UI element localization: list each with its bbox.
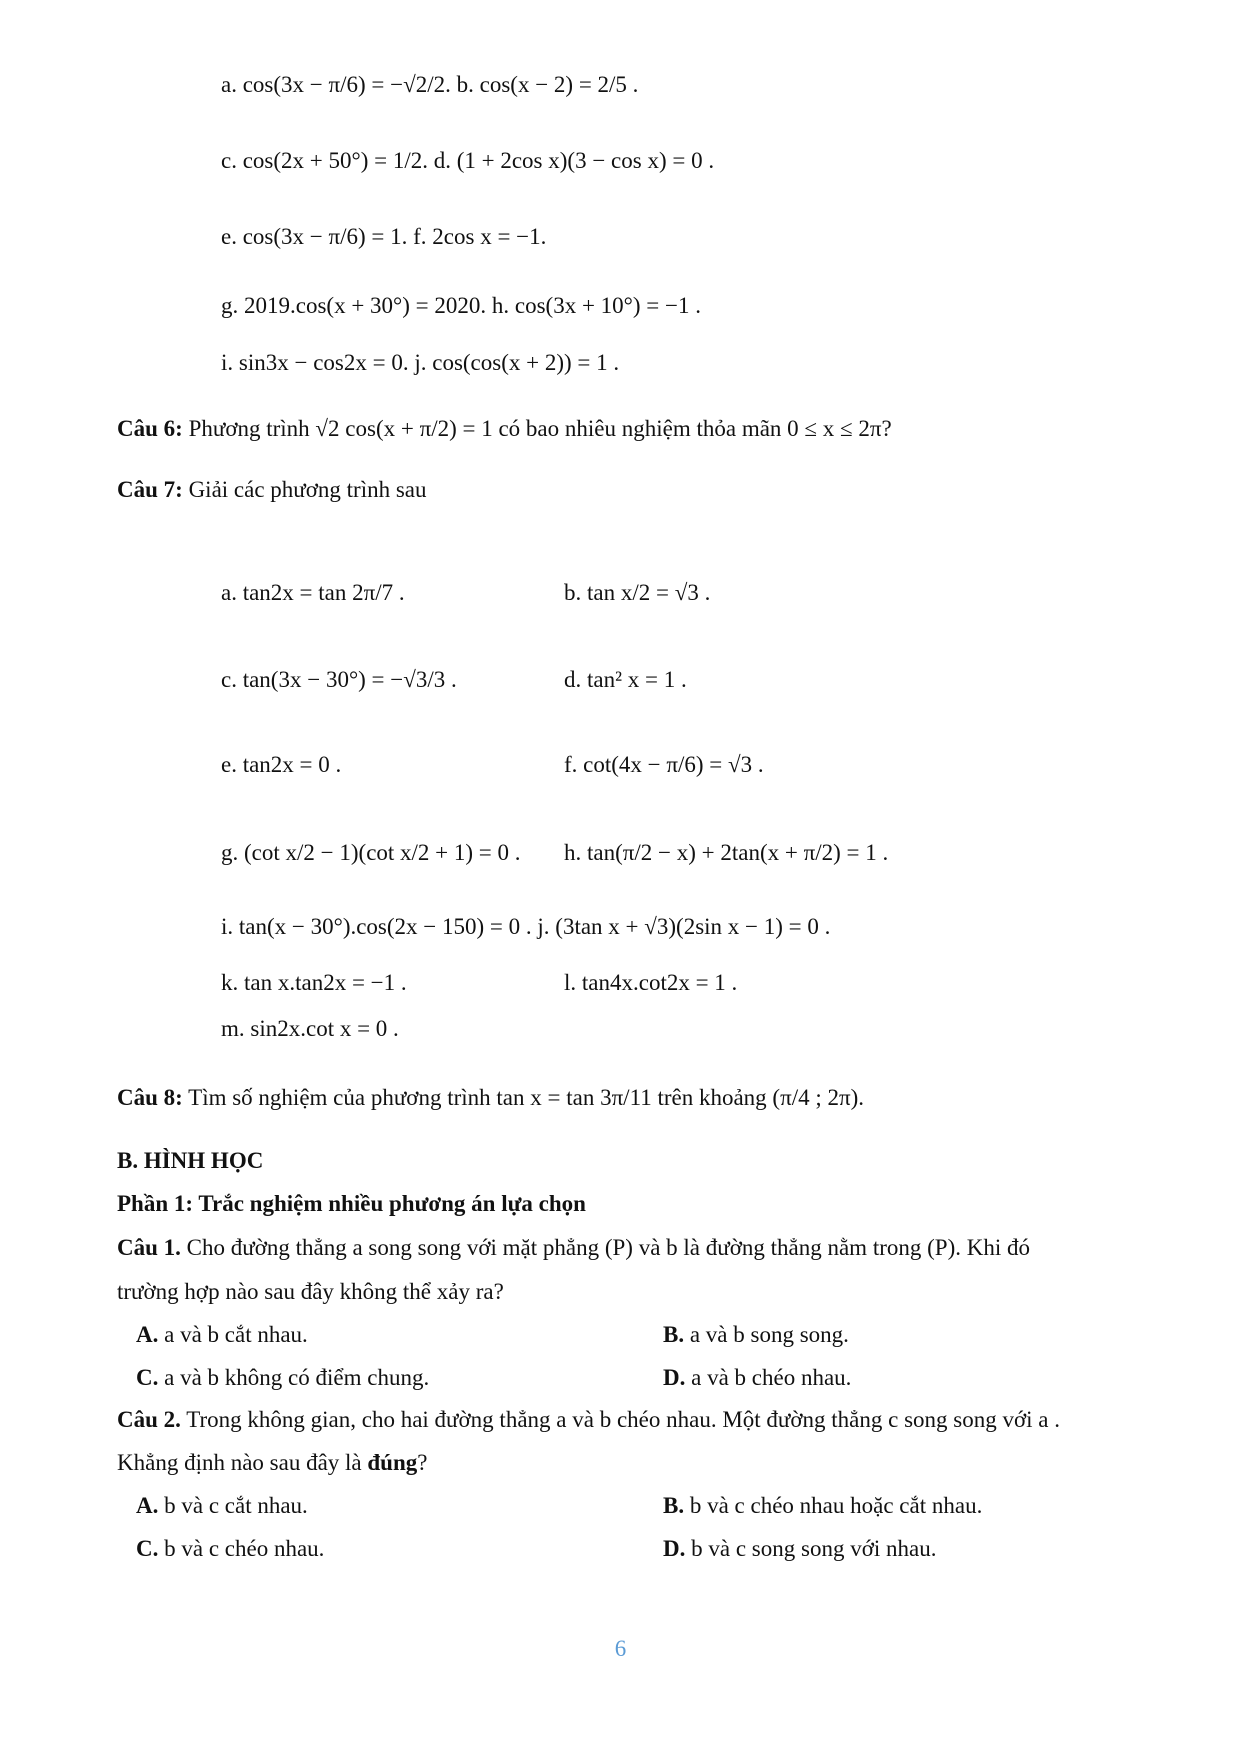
exercise-line-gh <box>221 291 701 321</box>
option-letter: B. <box>663 1493 685 1518</box>
question-8 <box>117 1083 864 1113</box>
geo-q1-title: Câu 1. <box>117 1235 181 1260</box>
geo-q2-title: Câu 2. <box>117 1407 181 1432</box>
option-text: a và b không có điểm chung. <box>158 1365 430 1390</box>
section-heading: B. HÌNH HỌC <box>117 1148 264 1173</box>
q7-item-e <box>221 750 341 780</box>
q7-ij-text: i. tan(x − 30°).cos(2x − 150) = 0 . j. (3tan x + √3)(2sin x − 1) = 0 . <box>221 914 831 939</box>
question-7-text: Giải các phương trình sau <box>182 477 427 502</box>
exercise-b: . b. cos(x − 2) = 2/5 . <box>445 72 639 97</box>
geo-q1-option-c[interactable] <box>136 1363 429 1393</box>
option-text: b và c chéo nhau hoặc cắt nhau. <box>684 1493 983 1518</box>
exercise-f: . f. 2cos x = −1. <box>401 224 547 249</box>
geo-q1-line1: Cho đường thẳng a song song với mặt phẳng (P) và b là đường thẳng nằm trong (P). Khi đó <box>180 1235 1030 1260</box>
question-6-text: Phương trình √2 cos(x + π/2) = 1 có bao nhiêu nghiệm thỏa mãn 0 ≤ x ≤ 2π? <box>182 416 892 441</box>
geo-question-1 <box>117 1233 1030 1263</box>
option-letter: C. <box>136 1365 159 1390</box>
geo-question-2 <box>117 1405 1060 1435</box>
q7-g-text: g. (cot x/2 − 1)(cot x/2 + 1) = 0 . <box>221 840 521 865</box>
exercise-e: e. cos(3x − π/6) = 1 <box>221 224 402 249</box>
exercise-line-ij <box>221 348 619 378</box>
exercise-h: . h. cos(3x + 10°) = −1 . <box>480 293 701 318</box>
q7-item-k <box>221 968 407 998</box>
geo-q2-option-b[interactable] <box>663 1491 982 1521</box>
exercise-j: . j. cos(cos(x + 2)) = 1 . <box>402 350 620 375</box>
q7-item-a <box>221 578 405 608</box>
exercise-line-ef <box>221 222 546 252</box>
exercise-i: i. sin3x − cos2x = 0 <box>221 350 403 375</box>
q7-item-c <box>221 665 457 695</box>
q7-item-b <box>564 578 710 608</box>
exercise-line-ab <box>221 70 638 100</box>
q7-item-m <box>221 1014 399 1044</box>
q7-c-text: c. tan(3x − 30°) = −√3/3 . <box>221 667 457 692</box>
part-heading: Phần 1: Trắc nghiệm nhiều phương án lựa chọn <box>117 1191 586 1216</box>
exercise-c: c. cos(2x + 50°) = 1/2 <box>221 148 423 173</box>
geo-q2-line2-pre: Khẳng định nào sau đây là <box>117 1450 368 1475</box>
option-letter: B. <box>663 1322 685 1347</box>
exercise-g: g. 2019.cos(x + 30°) = 2020 <box>221 293 481 318</box>
question-6 <box>117 414 892 444</box>
q7-item-g <box>221 838 521 868</box>
q7-item-ij <box>221 912 830 942</box>
q7-l-text: l. tan4x.cot2x = 1 . <box>564 970 738 995</box>
option-text: b và c song song với nhau. <box>685 1536 937 1561</box>
option-letter: A. <box>136 1322 159 1347</box>
q7-e-text: e. tan2x = 0 . <box>221 752 342 777</box>
option-text: a và b cắt nhau. <box>158 1322 308 1347</box>
question-7 <box>117 475 427 505</box>
geo-q2-option-c[interactable] <box>136 1534 324 1564</box>
geo-q2-line2-post: ? <box>417 1450 428 1475</box>
option-text: a và b chéo nhau. <box>685 1365 852 1390</box>
geo-q2-option-d[interactable] <box>663 1534 936 1564</box>
option-letter: D. <box>663 1536 686 1561</box>
q7-d-text: d. tan² x = 1 . <box>564 667 687 692</box>
geo-q2-line1: Trong không gian, cho hai đường thẳng a và b chéo nhau. Một đường thẳng c song song với a . <box>180 1407 1061 1432</box>
geo-q2-option-a[interactable] <box>136 1491 308 1521</box>
q7-k-text: k. tan x.tan2x = −1 . <box>221 970 407 995</box>
question-7-title: Câu 7: <box>117 477 183 502</box>
q7-h-text: h. tan(π/2 − x) + 2tan(x + π/2) = 1 . <box>564 840 889 865</box>
geo-q1-option-d[interactable] <box>663 1363 851 1393</box>
geo-q2-line2 <box>117 1448 427 1478</box>
option-letter: A. <box>136 1493 159 1518</box>
q7-item-h <box>564 838 888 868</box>
exercise-a: a. cos(3x − π/6) = −√2/2 <box>221 72 446 97</box>
geo-q1-option-a[interactable] <box>136 1320 308 1350</box>
option-text: b và c cắt nhau. <box>158 1493 308 1518</box>
q7-m-text: m. sin2x.cot x = 0 . <box>221 1016 399 1041</box>
exercise-line-cd <box>221 146 714 176</box>
option-text: a và b song song. <box>684 1322 849 1347</box>
q7-item-d <box>564 665 687 695</box>
geo-q2-emphasis: đúng <box>367 1450 418 1475</box>
question-6-title: Câu 6: <box>117 416 183 441</box>
q7-f-text: f. cot(4x − π/6) = √3 . <box>564 752 764 777</box>
exercise-d: . d. (1 + 2cos x)(3 − cos x) = 0 . <box>422 148 715 173</box>
question-8-title: Câu 8: <box>117 1085 183 1110</box>
q7-b-text: b. tan x/2 = √3 . <box>564 580 711 605</box>
option-letter: C. <box>136 1536 159 1561</box>
option-letter: D. <box>663 1365 686 1390</box>
option-text: b và c chéo nhau. <box>158 1536 325 1561</box>
q7-item-f <box>564 750 764 780</box>
q7-item-l <box>564 968 737 998</box>
q7-a-text: a. tan2x = tan 2π/7 . <box>221 580 405 605</box>
geo-q1-option-b[interactable] <box>663 1320 849 1350</box>
question-8-text: Tìm số nghiệm của phương trình tan x = tan 3π/11 trên khoảng (π/4 ; 2π). <box>182 1085 865 1110</box>
geo-q1-line2: trường hợp nào sau đây không thể xảy ra? <box>117 1279 504 1304</box>
page-number: 6 <box>614 1636 627 1661</box>
